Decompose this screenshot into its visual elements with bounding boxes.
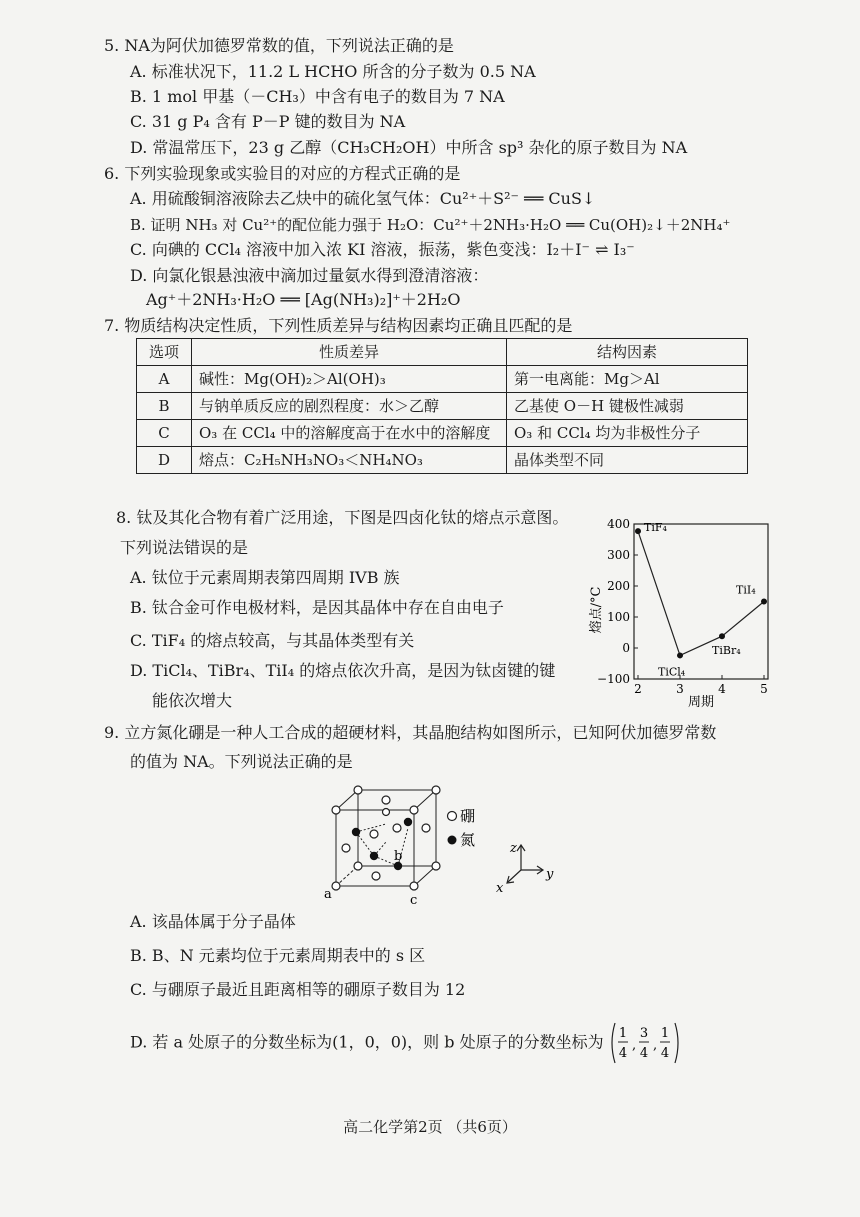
table-header-cell: 性质差异 [192,339,507,366]
legend-boron-label: 硼 [460,807,476,825]
point-label-a: a [324,887,332,902]
q8-option-d-cont: 能依次增大 [152,691,233,710]
axis-z-label: z [510,841,517,856]
x-tick-label: 5 [760,682,768,696]
point-label-c: c [410,893,418,908]
point-label: TiF₄ [644,521,667,535]
q6-option-a: A. 用硫酸铜溶液除去乙炔中的硫化氢气体：Cu²⁺＋S²⁻ ══ CuS↓ [130,189,596,208]
coord-num-2: 3 [639,1026,648,1041]
data-point [761,599,767,605]
q9-stem-2: 的值为 NA。下列说法正确的是 [130,752,353,771]
q5-option-d: D. 常温常压下，23 g 乙醇（CH₃CH₂OH）中所含 sp³ 杂化的原子数目为 NA [130,138,688,157]
y-axis-label: 熔点/°C [589,586,604,634]
q5-option-a: A. 标准状况下，11.2 L HCHO 所含的分子数为 0.5 NA [130,62,536,81]
table-cell: 晶体类型不同 [507,447,748,474]
y-tick-label: −100 [597,672,630,686]
table-header-row [137,339,748,366]
table-cell: C [137,420,192,447]
table-cell: 碱性：Mg(OH)₂＞Al(OH)₃ [192,366,507,393]
coord-den-2: 4 [639,1046,648,1061]
q9-option-c: C. 与硼原子最近且距离相等的硼原子数目为 12 [130,980,466,999]
table-row [137,420,748,447]
svg-text:,: , [652,1038,657,1053]
table-cell: 乙基使 O－H 键极性减弱 [507,393,748,420]
q7-table [136,338,748,474]
table-cell: 熔点：C₂H₅NH₃NO₃＜NH₄NO₃ [192,447,507,474]
x-axis-label: 周期 [687,695,715,710]
q5-option-b: B. 1 mol 甲基（－CH₃）中含有电子的数目为 7 NA [130,87,505,106]
x-tick-label: 4 [718,682,726,696]
q8-option-a: A. 钛位于元素周期表第四周期 IVB 族 [130,568,400,587]
q6-stem: 6. 下列实验现象或实验目的对应的方程式正确的是 [104,164,461,183]
coord-den-3: 4 [660,1046,669,1061]
coord-num-1: 1 [618,1026,627,1041]
y-tick-label: 100 [607,610,630,624]
table-header-cell: 结构因素 [507,339,748,366]
table-cell: O₃ 在 CCl₄ 中的溶解度高于在水中的溶解度 [192,420,507,447]
coord-num-3: 1 [660,1026,669,1041]
q6-option-d: D. 向氯化银悬浊液中滴加过量氨水得到澄清溶液： [130,266,489,285]
fractional-coordinate [609,1020,681,1066]
axis-x-label: x [496,881,504,896]
q9-option-a: A. 该晶体属于分子晶体 [130,912,296,931]
point-label: TiI₄ [736,583,756,597]
table-row [137,393,748,420]
table-row [137,366,748,393]
q5-option-c: C. 31 g P₄ 含有 P－P 键的数目为 NA [130,112,406,131]
q8-stem-2: 下列说法错误的是 [120,538,249,557]
y-tick-label: 300 [607,548,630,562]
coord-den-1: 4 [618,1046,627,1061]
table-cell: A [137,366,192,393]
legend-boron-marker [448,812,457,821]
x-tick-label: 2 [634,682,642,696]
chart-frame [634,524,768,679]
point-label-b: b [394,849,403,864]
svg-text:,: , [631,1038,636,1053]
table-cell: O₃ 和 CCl₄ 均为非极性分子 [507,420,748,447]
data-point [677,652,683,658]
page-footer: 高二化学第2页 （共6页） [343,1118,517,1136]
q7-stem: 7. 物质结构决定性质，下列性质差异与结构因素均正确且匹配的是 [104,316,573,335]
q8-option-b: B. 钛合金可作电极材料，是因其晶体中存在自由电子 [130,598,504,617]
y-tick-label: 400 [607,517,630,531]
q8-option-c: C. TiF₄ 的熔点较高，与其晶体类型有关 [130,631,415,650]
melting-point-chart [588,510,778,710]
q9-option-d [130,1020,681,1066]
table-cell: 第一电离能：Mg＞Al [507,366,748,393]
q5-stem: 5. NA为阿伏加德罗常数的值，下列说法正确的是 [104,36,454,55]
nitrogen-atoms [352,818,412,870]
q6-option-d-equation: Ag⁺＋2NH₃·H₂O ══ [Ag(NH₃)₂]⁺＋2H₂O [146,290,461,309]
point-label: TiCl₄ [658,665,686,679]
q6-option-b: B. 证明 NH₃ 对 Cu²⁺的配位能力强于 H₂O：Cu²⁺＋2NH₃·H₂O ══ Cu(OH)₂↓＋2NH₄⁺ [130,216,731,234]
q8-stem: 8. 钛及其化合物有着广泛用途，下图是四卤化钛的熔点示意图。 [116,508,569,527]
table-header-cell: 选项 [137,339,192,366]
y-tick-label: 0 [622,641,630,655]
legend-nitrogen-marker [448,836,457,845]
axis-y-label: y [546,867,554,882]
x-tick-label: 3 [676,682,684,696]
q9-option-d-prefix: D. 若 a 处原子的分数坐标为(1，0，0)，则 b 处原子的分数坐标为 [130,1032,604,1052]
q6-option-c: C. 向碘的 CCl₄ 溶液中加入浓 KI 溶液，振荡，紫色变浅：I₂＋I⁻ ⇌ I₃⁻ [130,240,635,259]
y-tick-label: 200 [607,579,630,593]
point-label: TiBr₄ [712,644,741,658]
data-point [635,528,641,534]
table-row [137,447,748,474]
q8-option-d: D. TiCl₄、TiBr₄、TiI₄ 的熔点依次升高，是因为钛卤键的键 [130,661,556,680]
table-cell: B [137,393,192,420]
legend-nitrogen-label: 氮 [460,831,476,849]
table-cell: 与钠单质反应的剧烈程度：水＞乙醇 [192,393,507,420]
crystal-cell-diagram [316,782,566,912]
data-point [719,633,725,639]
q9-option-b: B. B、N 元素均位于元素周期表中的 s 区 [130,946,426,965]
table-cell: D [137,447,192,474]
q9-stem: 9. 立方氮化硼是一种人工合成的超硬材料，其晶胞结构如图所示，已知阿伏加德罗常数 [104,723,717,742]
